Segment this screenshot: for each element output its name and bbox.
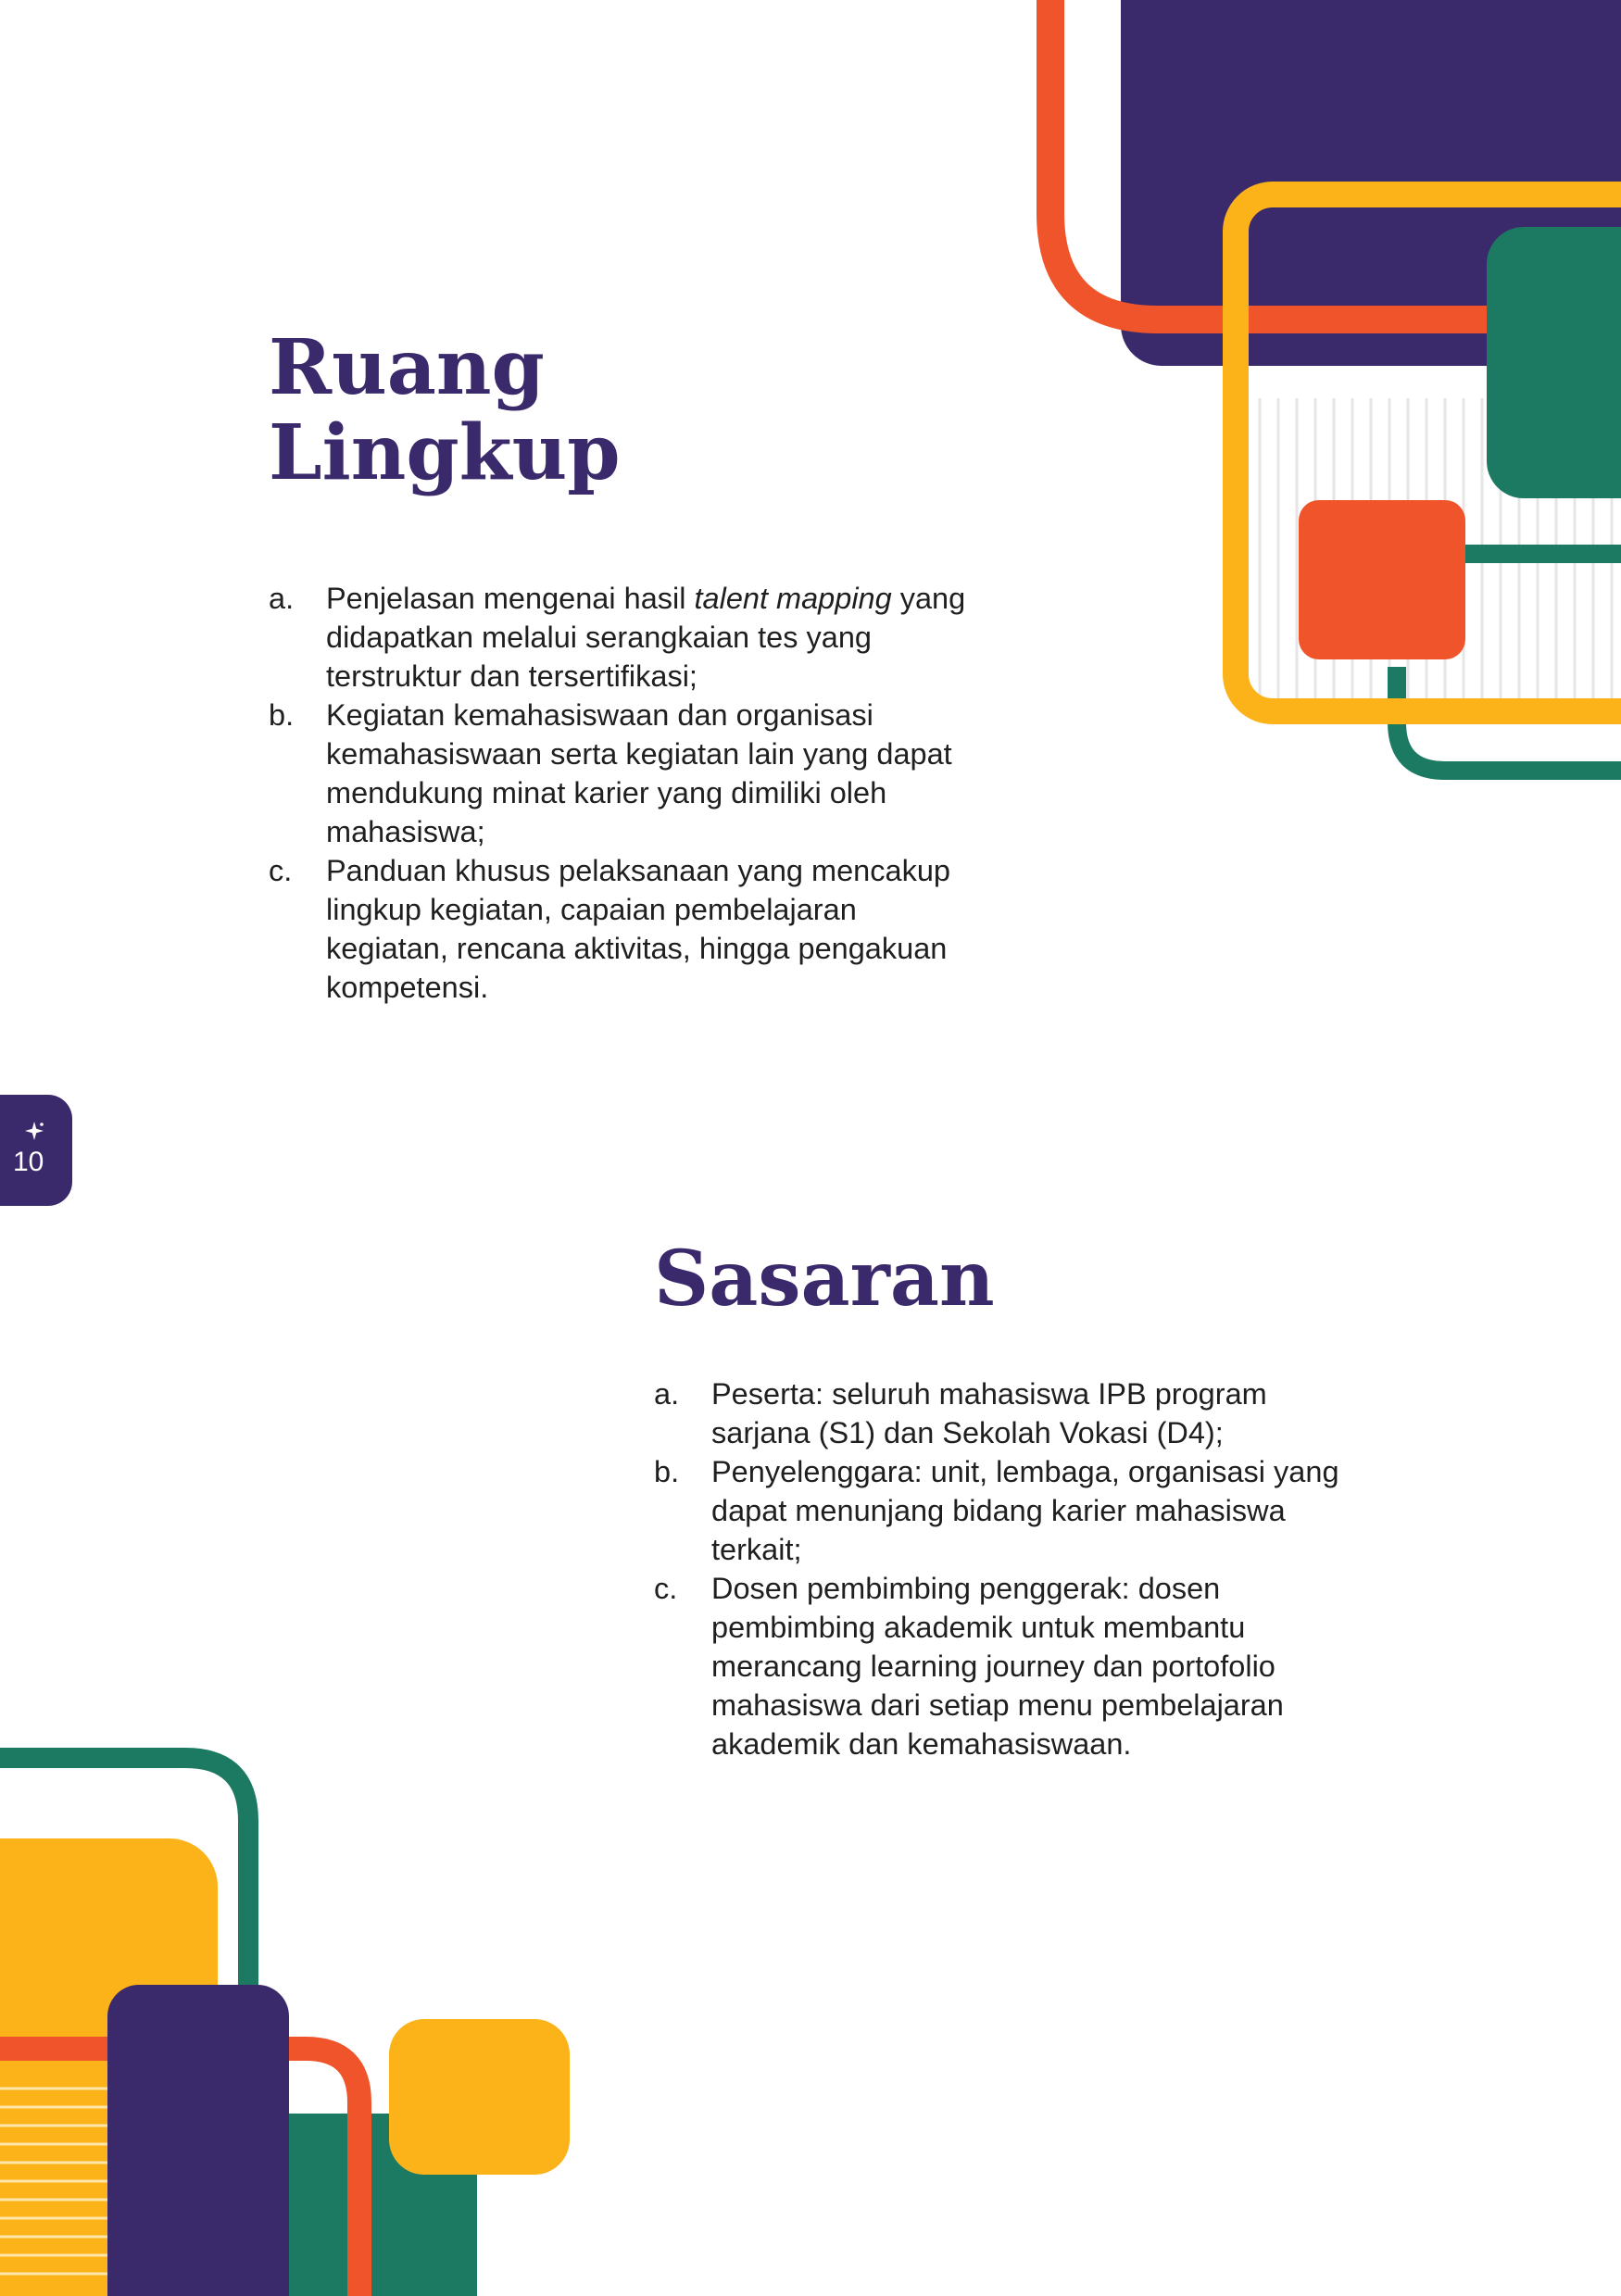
list-item	[654, 1569, 1358, 1763]
list-item-text	[326, 854, 950, 1004]
list-item-text-pre: Panduan khusus pelaksanaan yang mencakup lingkup kegiatan, capaian pembelajaran kegiatan, rencana aktivitas, hingga pengakuan kompetensi.	[326, 854, 950, 1004]
list-item-text-pre: Kegiatan kemahasiswaan dan organisasi kemahasiswaan serta kegiatan lain yang dapat mendukung minat karier yang dimiliki oleh mahasiswa;	[326, 698, 952, 848]
bottom-purple-block	[107, 1985, 289, 2296]
list-marker: b.	[654, 1455, 680, 1488]
list-item-text: Peserta: seluruh mahasiswa IPB program sarjana (S1) dan Sekolah Vokasi (D4);	[711, 1377, 1267, 1449]
list-item	[654, 1374, 1358, 1452]
list-item-text-pre: Penjelasan mengenai hasil	[326, 582, 695, 615]
scope-title-line1: Ruang	[269, 323, 545, 412]
list-item-text-emphasis: talent mapping	[694, 582, 892, 615]
top-purple-block	[1121, 0, 1621, 366]
bottom-orange-band	[0, 2049, 359, 2296]
list-marker: b.	[269, 698, 295, 732]
target-list	[654, 1374, 1358, 1763]
top-stripes	[1260, 398, 1612, 713]
scope-title	[269, 323, 621, 497]
bottom-green-frame	[0, 1758, 248, 2296]
list-item-text	[326, 698, 952, 848]
top-orange-band	[1050, 0, 1621, 320]
top-yellow-frame	[1236, 194, 1621, 711]
sparkle-icon	[24, 1121, 44, 1141]
bottom-yellow-square	[389, 2019, 570, 2175]
list-item	[269, 851, 973, 1007]
list-marker: c.	[654, 1572, 678, 1605]
list-item-text: Penyelenggara: unit, lembaga, organisasi yang dapat menunjang bidang karier mahasiswa terkait;	[711, 1455, 1339, 1566]
scope-list	[269, 579, 973, 1007]
list-item	[269, 579, 973, 696]
list-item	[654, 1452, 1358, 1569]
scope-title-line2: Lingkup	[269, 408, 621, 497]
list-item	[269, 696, 973, 851]
bottom-green-block	[278, 2114, 477, 2296]
top-green-line	[1397, 667, 1621, 771]
list-item-text: Dosen pembimbing penggerak: dosen pembimbing akademik untuk membantu merancang learning journey dan portofolio mahasiswa dari setiap menu pembelajaran akademik dan kemahasiswaan.	[711, 1572, 1284, 1761]
target-title: Sasaran	[654, 1235, 995, 1324]
top-green-block	[1487, 227, 1621, 498]
list-item-text	[326, 582, 965, 693]
list-marker: a.	[269, 582, 295, 615]
bottom-stripes	[0, 2089, 218, 2274]
list-marker: a.	[654, 1377, 680, 1411]
list-item-text-post: yang didapatkan melalui serangkaian tes yang terstruktur dan tersertifikasi;	[326, 582, 966, 693]
bottom-yellow-block	[0, 1838, 218, 2296]
top-orange-square	[1299, 500, 1465, 659]
list-marker: c.	[269, 854, 293, 887]
page-number: 10	[13, 1147, 44, 1177]
page-number-tab	[0, 1095, 72, 1206]
